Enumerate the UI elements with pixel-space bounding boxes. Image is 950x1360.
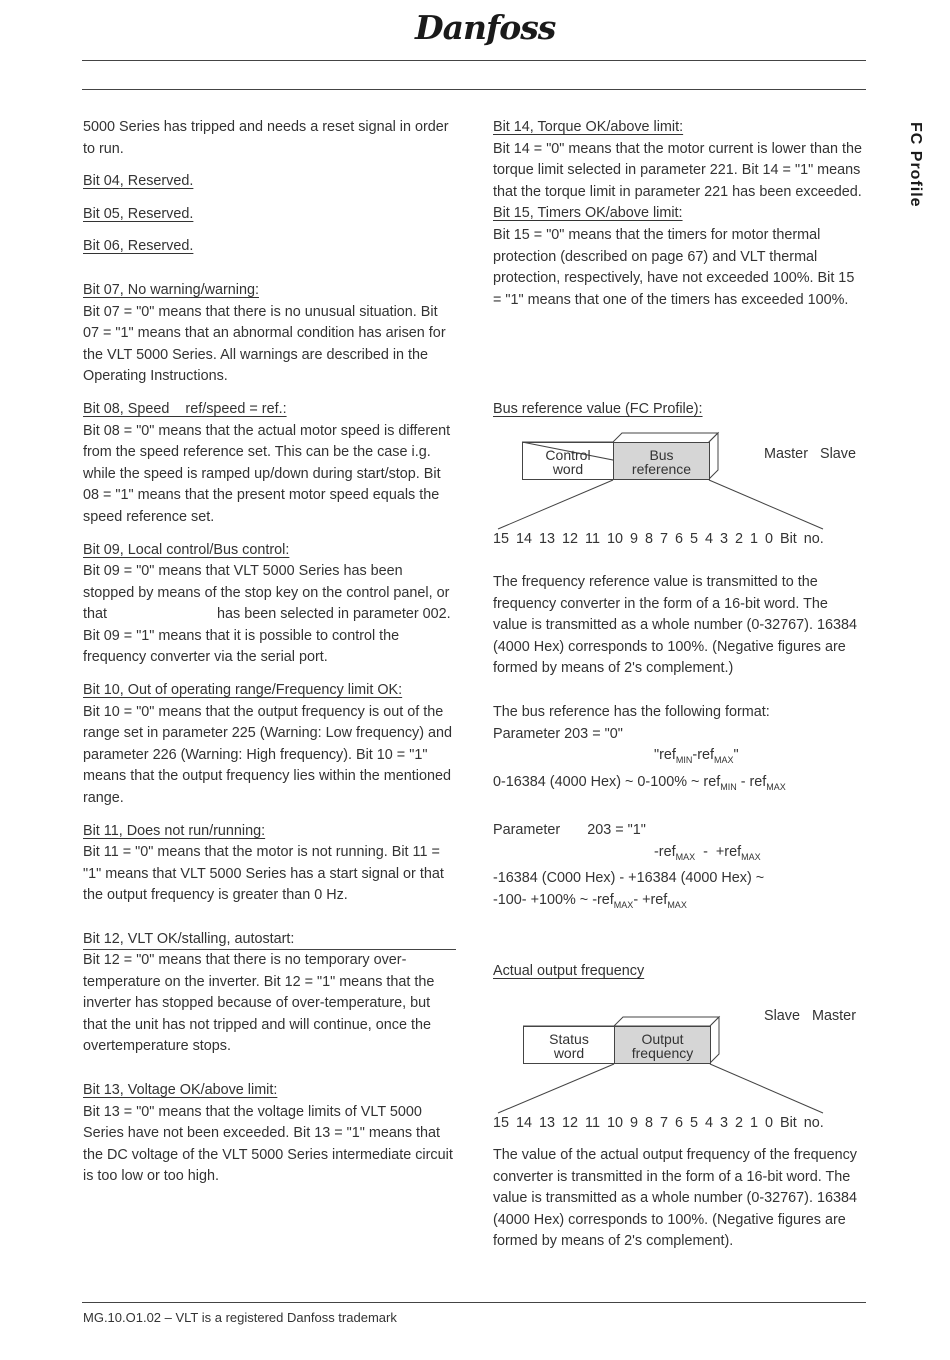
bit09-text xyxy=(83,561,456,669)
bus-reference-line1: Bus xyxy=(649,447,674,463)
left-column xyxy=(83,117,456,1188)
side-tab-label: FC Profile xyxy=(907,122,924,208)
status-word-box xyxy=(523,1026,615,1064)
output-frequency-box xyxy=(614,1026,711,1064)
expand-line-left-2 xyxy=(498,1064,614,1113)
expand-line-right xyxy=(709,480,823,529)
output-frequency-line1: Output xyxy=(641,1031,684,1047)
header-rule-bottom xyxy=(82,89,866,90)
status-word-line1: Status xyxy=(549,1031,589,1047)
bus-reference-box xyxy=(613,442,710,480)
bit04-title: Bit 04, Reserved. xyxy=(83,173,194,190)
slave-label-2: Slave xyxy=(764,1008,800,1024)
direction-labels-1 xyxy=(764,446,856,462)
bit08-title: Bit 08, Speed ref/speed = ref.: xyxy=(83,400,287,417)
bit15-title: Bit 15, Timers OK/above limit: xyxy=(493,205,683,222)
bit12-text: Bit 12 = "0" means that there is no temporary over-temperature on the inverter. Bit 12 = "1" means that the inverter has stopped because of over-temperature, but that the unit has not tripped and will continue, once the overtemperature stops. xyxy=(83,952,435,1055)
param203-zero: Parameter 203 = "0" xyxy=(493,725,623,742)
param203-one: Parameter 203 = "1" xyxy=(493,822,646,839)
bit05-title: Bit 05, Reserved. xyxy=(83,205,194,222)
master-label: Master xyxy=(764,446,808,462)
param1-range-line2: -100- +100% ~ -ref$_{MAX}$- +ref$_{MAX}$ xyxy=(493,891,687,910)
bit10-title: Bit 10, Out of operating range/Frequency limit OK: xyxy=(83,682,403,699)
param1-range-line1: -16384 (C000 Hex) - +16384 (4000 Hex) ~ xyxy=(493,870,765,887)
slave-label: Slave xyxy=(819,446,856,462)
master-label-2: Master xyxy=(812,1008,856,1024)
output-frequency-line2: frequency xyxy=(631,1045,694,1061)
bit12-title: Bit 12, VLT OK/stalling, autostart: xyxy=(83,929,456,950)
bit14-text: Bit 14 = "0" means that the motor current is lower than the torque limit selected in parameter 221. Bit 14 = "1" means that the torque limit in parameter 221 has been exceeded. xyxy=(493,140,862,200)
control-word-line2: word xyxy=(552,461,584,477)
format-intro: The bus reference has the following format: xyxy=(493,703,770,720)
header-rule-top xyxy=(82,60,866,61)
bus-reference-line2: reference xyxy=(631,461,692,477)
control-word-line1: Control xyxy=(545,447,591,463)
box2-depth-top xyxy=(523,1017,719,1026)
bit09-text-a: Bit 09 = "0" means that VLT 5000 Series has been stopped by means of the stop key on the control panel, or that xyxy=(83,563,450,623)
bit14-title: Bit 14, Torque OK/above limit: xyxy=(493,119,684,135)
actual-output-title: Actual output frequency xyxy=(493,963,645,979)
footer-rule xyxy=(82,1302,866,1303)
bit-numbers-row-2: 15 14 13 12 11 10 9 8 7 6 5 4 3 2 1 0 Bit no. xyxy=(493,1115,824,1131)
expand-line-left xyxy=(498,480,613,529)
bit08-text: Bit 08 = "0" means that the actual motor speed is different from the speed reference set. This can be the case i.g. while the speed is ramped up/down during start/stop. Bit 08 = "1" means that the present motor speed equals the speed reference set. xyxy=(83,422,451,525)
actual-output-text: The value of the actual output frequency of the frequency converter is transmitted in the form of a 16-bit word. The value is transmitted as a whole number (0-32767). 16384 (4000 Hex) corresponds to 100%. (Negative figures are formed by means of 2's complement). xyxy=(493,1147,858,1250)
param1-ref: -ref$_{MAX}$ - +ref$_{MAX}$ xyxy=(654,843,761,862)
freq-ref-text: The frequency reference value is transmitted to the frequency converter in the form of a 16-bit word. The value is transmitted as a whole number (0-32767). 16384 (4000 Hex) corresponds to 100%. (Negative figures are formed by means of 2's complement.) xyxy=(493,574,857,677)
bit06-title: Bit 06, Reserved. xyxy=(83,238,194,255)
bit-numbers-row-1: 15 14 13 12 11 10 9 8 7 6 5 4 3 2 1 0 Bit no. xyxy=(493,531,824,547)
bit13-title: Bit 13, Voltage OK/above limit: xyxy=(83,1081,278,1098)
expand-line-right-2 xyxy=(710,1064,823,1113)
bit07-text: Bit 07 = "0" means that there is no unusual situation. Bit 07 = "1" means that an abnormal condition has arisen for the VLT 5000 Series. All warnings are described in the Operating Instructions. xyxy=(83,303,446,385)
footer-text: MG.10.O1.02 – VLT is a registered Danfoss trademark xyxy=(83,1310,397,1325)
right-column-bottom xyxy=(493,1145,866,1253)
busref-title-wrap xyxy=(493,399,866,421)
bit09-title: Bit 09, Local control/Bus control: xyxy=(83,541,290,558)
bit13-text: Bit 13 = "0" means that the voltage limits of VLT 5000 Series have not been exceeded. Bit 13 = "1" means that the DC voltage of the VLT 5000 Series intermediate circuit is too low or too high. xyxy=(83,1103,453,1185)
right-column-mid xyxy=(493,572,866,916)
right-column-top xyxy=(493,117,866,311)
busref-title: Bus reference value (FC Profile): xyxy=(493,401,703,417)
actual-title-wrap xyxy=(493,961,866,983)
control-word-box xyxy=(522,442,614,480)
bit09-text-b: has been selected in parameter 002. Bit 09 = "1" means that it is possible to control the frequency converter via the serial port. xyxy=(83,606,451,666)
status-word-line2: word xyxy=(553,1045,585,1061)
param0-range: 0-16384 (4000 Hex) ~ 0-100% ~ ref$_{MIN}$ - ref$_{MAX}$ xyxy=(493,773,786,792)
intro-text: 5000 Series has tripped and needs a reset signal in order to run. xyxy=(83,119,449,157)
bit15-text: Bit 15 = "0" means that the timers for motor thermal protection (described on page 67) and VLT thermal protection, respectively, have not exceeded 100%. Bit 15 = "1" means that one of the timers has exceeded 100%. xyxy=(493,226,855,308)
bit11-text: Bit 11 = "0" means that the motor is not running. Bit 11 = "1" means that VLT 5000 Series has a start signal or that the output frequency is greater than 0 Hz. xyxy=(83,844,444,904)
bit10-text: Bit 10 = "0" means that the output frequency is out of the range set in parameter 225 (Warning: Low frequency) and parameter 226 (Warning: High frequency). Bit 10 = "1" means that the output frequency lies within the mentioned range. xyxy=(83,703,453,807)
bit07-title: Bit 07, No warning/warning: xyxy=(83,281,259,298)
bit11-title: Bit 11, Does not run/running: xyxy=(83,822,266,839)
danfoss-logo: Danfoss xyxy=(415,8,556,47)
param0-ref: "ref$_{MIN}$-ref$_{MAX}$" xyxy=(654,747,739,766)
